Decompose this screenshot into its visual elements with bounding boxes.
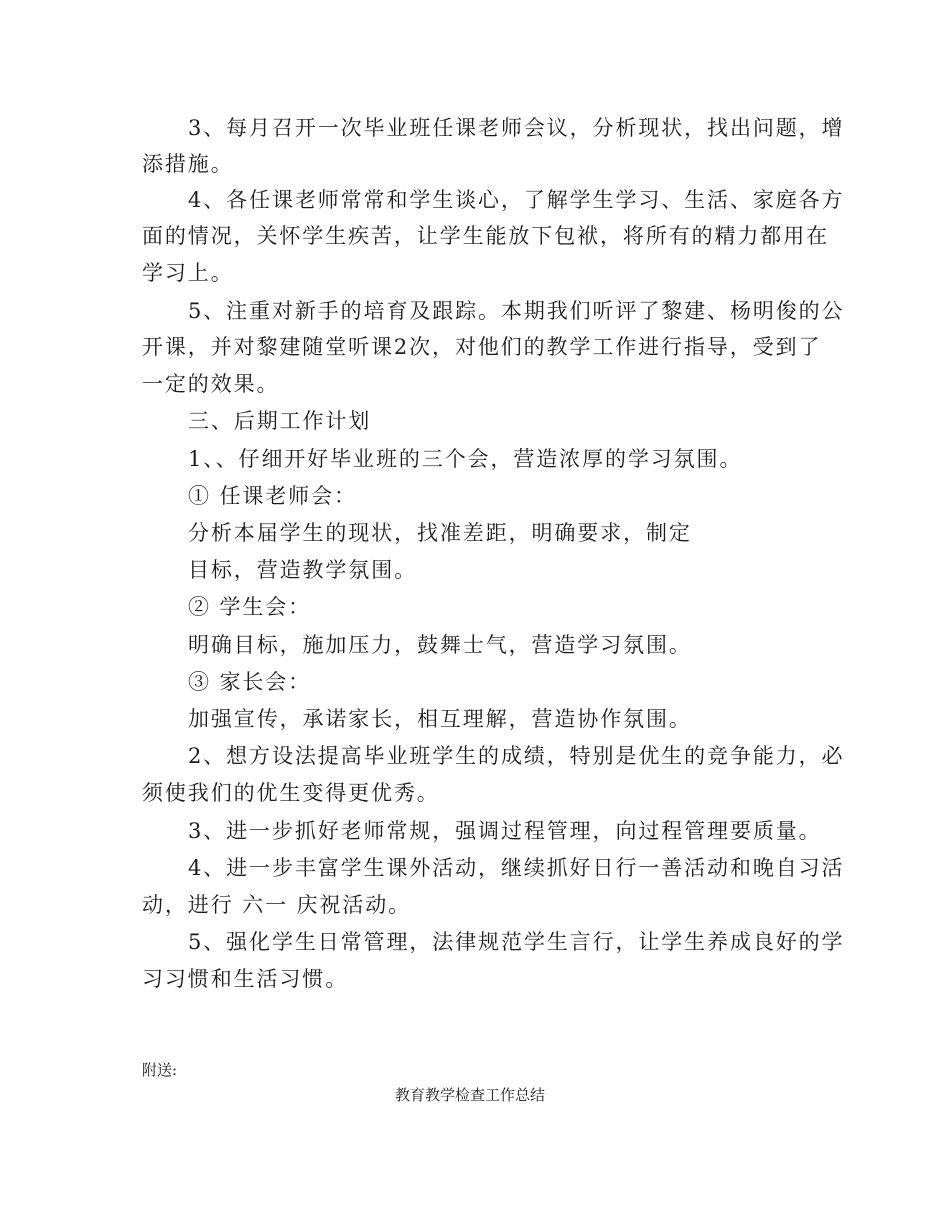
appendix-title: 教育教学检查工作总结 (395, 1086, 546, 1104)
paragraph-line: 3、每月召开一次毕业班任课老师会议，分析现状，找出问题，增 (188, 116, 845, 140)
paragraph-line: 5、注重对新手的培育及跟踪。本期我们听评了黎建、杨明俊的公 (188, 299, 845, 323)
paragraph-line: 2、想方设法提高毕业班学生的成绩，特别是优生的竞争能力，必 (188, 744, 845, 768)
list-item-label: ② 学生会： (188, 595, 312, 619)
paragraph-line: 学习上。 (142, 261, 234, 285)
paragraph-line: 添措施。 (142, 152, 234, 176)
paragraph-line: 动，进行 六一 庆祝活动。 (142, 893, 412, 917)
paragraph-line: 面的情况，关怀学生疾苦，让学生能放下包袱，将所有的精力都用在 (142, 224, 829, 248)
paragraph-line: 1、、仔细开好毕业班的三个会，营造浓厚的学习氛围。 (188, 447, 743, 471)
list-item-label: ① 任课老师会： (188, 484, 357, 508)
paragraph-line: 5、强化学生日常管理，法律规范学生言行，让学生养成良好的学 (188, 930, 845, 954)
paragraph-line: 4、进一步丰富学生课外活动，继续抓好日行一善活动和晚自习活 (188, 856, 845, 880)
paragraph-line: 明确目标，施加压力，鼓舞士气，营造学习氛围。 (188, 633, 692, 657)
section-heading: 三、后期工作计划 (188, 409, 372, 433)
paragraph-line: 4、各任课老师常常和学生谈心，了解学生学习、生活、家庭各方 (188, 188, 845, 212)
list-item-label: ③ 家长会： (188, 670, 312, 694)
paragraph-line: 须使我们的优生变得更优秀。 (142, 781, 440, 805)
paragraph-line: 加强宣传，承诺家长，相互理解，营造协作氛围。 (188, 707, 692, 731)
paragraph-line: 习习惯和生活习惯。 (142, 967, 349, 991)
paragraph-line: 分析本届学生的现状，找准差距，明确要求，制定 (188, 521, 692, 545)
paragraph-line: 开课，并对黎建随堂听课2次，对他们的教学工作进行指导，受到了 (142, 335, 822, 359)
paragraph-line: 目标，营造教学氛围。 (188, 558, 417, 582)
paragraph-line: 3、进一步抓好老师常规，强调过程管理，向过程管理要质量。 (188, 819, 822, 843)
paragraph-line: 一定的效果。 (142, 372, 280, 396)
appendix-label: 附送: (142, 1061, 178, 1079)
